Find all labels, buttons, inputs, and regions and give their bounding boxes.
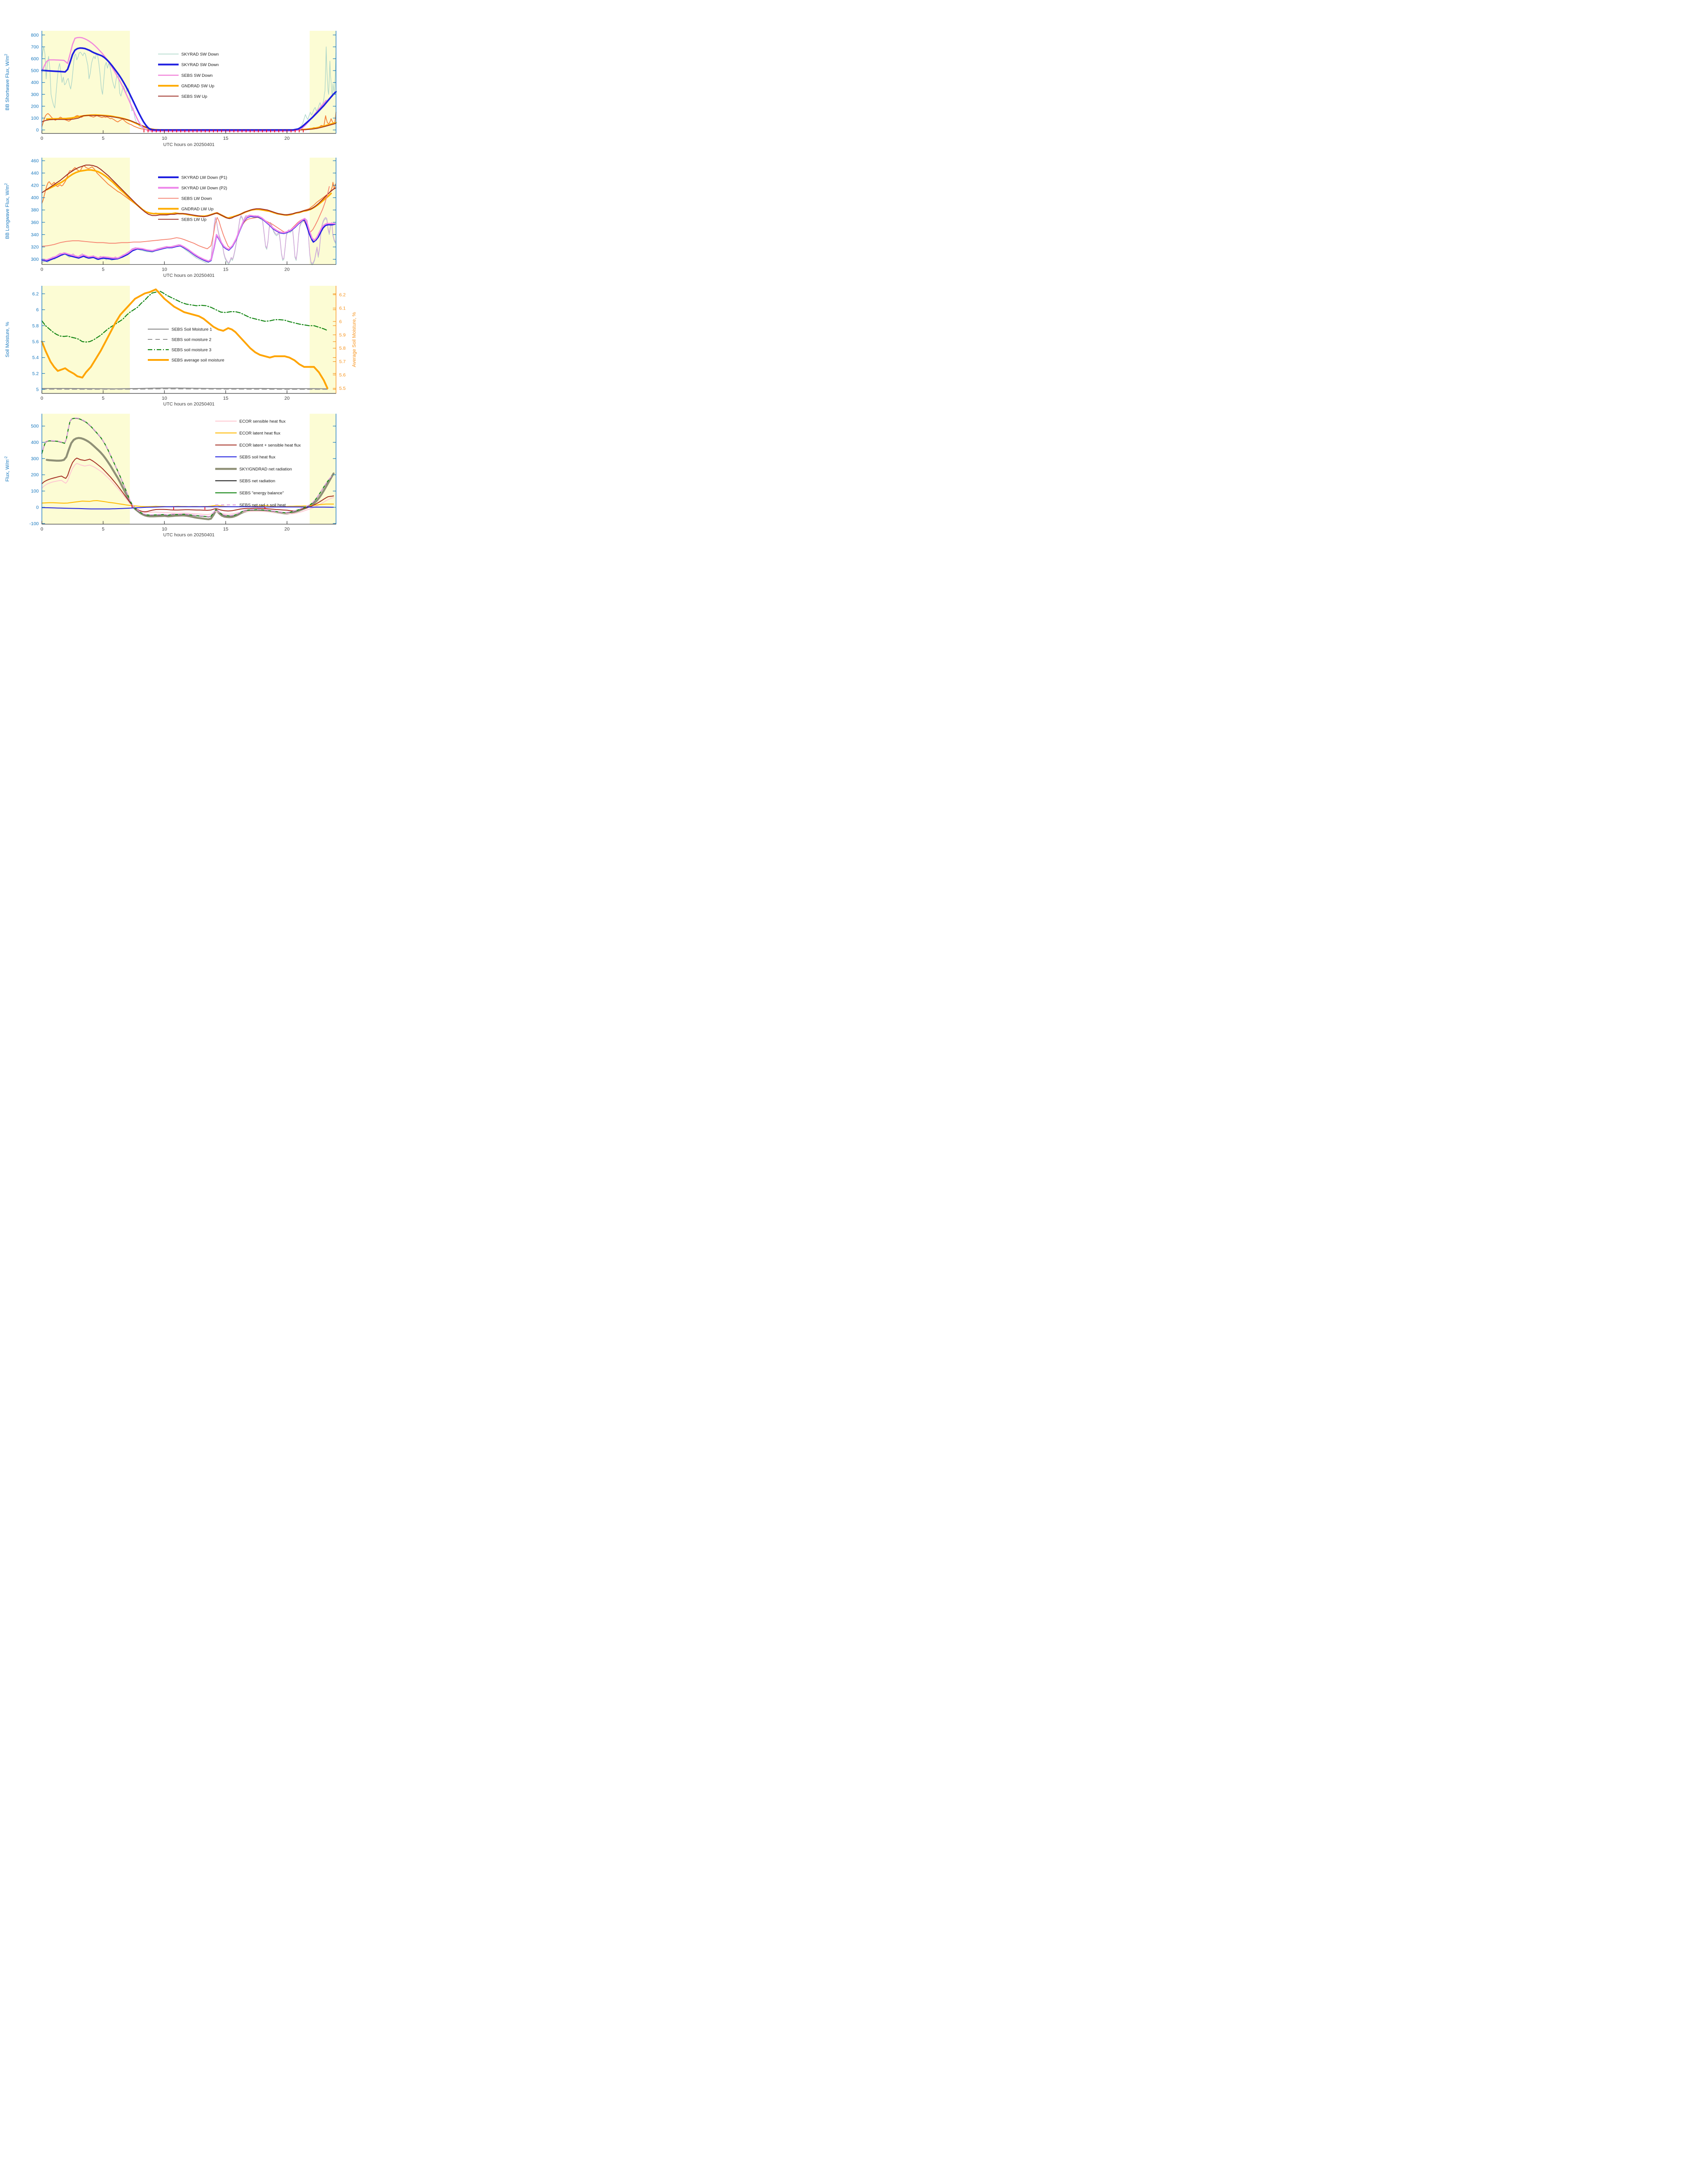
x-tick-label: 5 [102, 267, 104, 272]
x-tick-label: 20 [284, 526, 290, 532]
night-shade-region-0 [42, 286, 130, 393]
night-shade-region-0 [42, 31, 130, 134]
y-tick-label: 6.2 [32, 291, 39, 297]
y-tick-label: 360 [31, 220, 39, 226]
x-tick-label: 0 [40, 135, 43, 141]
legend-label: SEBS LW Up [181, 217, 207, 222]
x-tick-label: 10 [162, 267, 167, 272]
y-tick-label: 100 [31, 489, 39, 494]
y-tick-label: 400 [31, 80, 39, 86]
y-tick-label: 5 [36, 387, 39, 393]
y-tick-label: 700 [31, 44, 39, 50]
right-y-tick-label: 5.7 [339, 359, 346, 365]
y-tick-label: 320 [31, 244, 39, 250]
x-tick-label: 15 [223, 135, 229, 141]
y-axis-title: Flux, $W/m^{-2}$ [4, 456, 10, 482]
radiation-flux-figure [0, 0, 427, 544]
xlabel-shortwave-panel: UTC hours on 20250401 [163, 142, 215, 147]
y-tick-label: 500 [31, 423, 39, 429]
legend-label: SEBS soil moisture 2 [171, 337, 212, 343]
x-tick-label: 15 [223, 396, 229, 401]
legend-label: SEBS "energy balance" [239, 491, 284, 496]
x-tick-label: 10 [162, 396, 167, 401]
legend-sw [158, 52, 219, 99]
y-tick-label: 5.8 [32, 323, 39, 329]
legend-flux [215, 419, 301, 508]
y-axis-title: BB Shortwave Flux, $W/m^2$ [4, 54, 10, 111]
y-tick-label: 380 [31, 207, 39, 213]
y-tick-label: 0 [36, 505, 39, 510]
panel-sw [4, 31, 336, 141]
y-tick-label: 5.4 [32, 355, 39, 361]
y-tick-label: 5.2 [32, 371, 39, 376]
y-tick-label: 500 [31, 68, 39, 74]
x-tick-label: 10 [162, 135, 167, 141]
y-axis-title: BB Longwave Flux, $W/m^2$ [4, 183, 10, 239]
y-tick-label: 400 [31, 195, 39, 201]
x-tick-label: 5 [102, 135, 104, 141]
x-tick-label: 15 [223, 267, 229, 272]
x-tick-label: 5 [102, 396, 104, 401]
y-tick-label: 800 [31, 32, 39, 38]
legend-soil [148, 327, 224, 363]
legend-label: SEBS average soil moisture [171, 358, 225, 363]
x-tick-label: 5 [102, 526, 104, 532]
panel-flux [4, 414, 336, 532]
x-tick-label: 10 [162, 526, 167, 532]
y-tick-label: -100 [29, 521, 39, 526]
legend-label: SKYRAD LW Down (P2) [181, 186, 227, 191]
legend-label: GNDRAD SW Up [181, 84, 214, 89]
y-tick-label: 400 [31, 439, 39, 445]
y-tick-label: 6 [36, 307, 39, 313]
night-shade-region-1 [309, 31, 336, 134]
x-tick-label: 20 [284, 396, 290, 401]
legend-label: SEBS LW Down [181, 196, 212, 201]
legend-label: SKYRAD LW Down (P1) [181, 175, 227, 180]
panel-lw [4, 158, 336, 272]
legend-label: GNDRAD LW Up [181, 207, 214, 212]
legend-label: SEBS net rad + soil heat [239, 503, 286, 508]
xlabel-flux-panel: UTC hours on 20250401 [163, 532, 215, 538]
legend-label: SKYRAD SW Down [181, 52, 219, 57]
night-shade-region-0 [42, 158, 130, 264]
legend-label: SEBS soil heat flux [239, 455, 276, 460]
y-tick-label: 200 [31, 104, 39, 109]
x-tick-label: 20 [284, 135, 290, 141]
legend-label: SEBS SW Down [181, 73, 213, 78]
legend-label: SEBS Soil Moisture 1 [171, 327, 212, 332]
y-tick-label: 300 [31, 92, 39, 97]
y-tick-label: 0 [36, 127, 39, 133]
panel-soil [5, 286, 357, 401]
right-y-tick-label: 6.1 [339, 305, 346, 311]
legend-label: SKYRAD SW Down [181, 63, 219, 67]
right-y-tick-label: 5.6 [339, 372, 346, 378]
legend-label: SEBS SW Up [181, 94, 208, 99]
y-tick-label: 440 [31, 170, 39, 176]
figure-canvas [0, 0, 427, 544]
x-tick-label: 0 [40, 396, 43, 401]
y-tick-label: 420 [31, 183, 39, 188]
right-y-tick-label: 5.9 [339, 332, 346, 338]
legend-label: ECOR latent + sensible heat flux [239, 443, 301, 448]
y-tick-label: 300 [31, 257, 39, 263]
x-tick-label: 15 [223, 526, 229, 532]
y-axis-title: Soil Moisture, % [5, 322, 10, 358]
right-y-tick-label: 5.8 [339, 346, 346, 351]
right-y-tick-label: 6 [339, 319, 342, 325]
xlabel-soil-panel: UTC hours on 20250401 [163, 401, 215, 407]
legend-label: SEBS net radiation [239, 479, 276, 484]
xlabel-longwave-panel: UTC hours on 20250401 [163, 273, 215, 278]
legend-label: ECOR sensible heat flux [239, 419, 286, 424]
y-tick-label: 200 [31, 472, 39, 478]
y-tick-label: 600 [31, 56, 39, 62]
right-y-tick-label: 6.2 [339, 292, 346, 298]
y-tick-label: 5.6 [32, 339, 39, 345]
legend-label: ECOR latent heat flux [239, 431, 280, 436]
y-tick-label: 300 [31, 456, 39, 462]
x-tick-label: 0 [40, 267, 43, 272]
y-tick-label: 100 [31, 115, 39, 121]
x-tick-label: 20 [284, 267, 290, 272]
y-tick-label: 340 [31, 232, 39, 238]
right-y-tick-label: 5.5 [339, 386, 346, 391]
y-tick-label: 460 [31, 158, 39, 164]
legend-label: SKY/GNDRAD net radiation [239, 467, 292, 472]
right-y-axis-title: Average Soil Moisture, % [351, 312, 357, 368]
legend-label: SEBS soil moisture 3 [171, 347, 212, 353]
x-tick-label: 0 [40, 526, 43, 532]
night-shade-region-1 [309, 158, 336, 264]
